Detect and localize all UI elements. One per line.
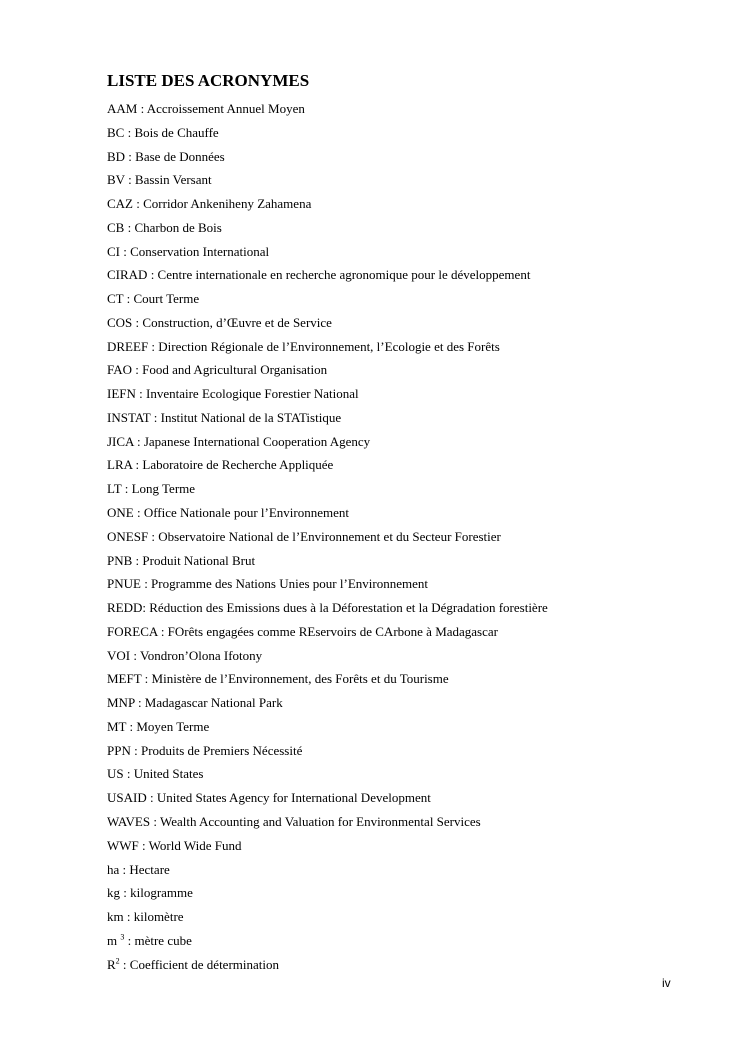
acronym-entry-r2 (107, 953, 548, 977)
acronym-entry-pnb: PNB : Produit National Brut (107, 552, 256, 568)
acronym-entry-bv: BV : Bassin Versant (107, 172, 212, 188)
acronym-entry-lra: LRA : Laboratoire de Recherche Appliquée (107, 457, 334, 473)
acronym-entry-km: km : kilomètre (107, 909, 184, 925)
acronym-entry-ha: ha : Hectare (107, 861, 170, 877)
acronym-entry-caz: CAZ : Corridor Ankeniheny Zahamena (107, 196, 312, 212)
acronym-entry-us: US : United States (107, 766, 204, 782)
acronym-entry-foreca: FORECA : FOrêts engagées comme REservoirs de CArbone à Madagascar (107, 623, 498, 639)
acronym-entry-mt: MT : Moyen Terme (107, 718, 210, 734)
acronym-m3-base: m (107, 932, 121, 948)
acronym-r2-definition: : Coefficient de détermination (119, 956, 279, 972)
acronym-entry-waves: WAVES : Wealth Accounting and Valuation for Environmental Services (107, 813, 481, 829)
acronym-entry-mnp: MNP : Madagascar National Park (107, 695, 283, 711)
acronym-entry-meft: MEFT : Ministère de l’Environnement, des Forêts et du Tourisme (107, 671, 449, 687)
acronym-entry-pnue: PNUE : Programme des Nations Unies pour l’Environnement (107, 576, 428, 592)
acronym-entry-onesf: ONESF : Observatoire National de l’Environnement et du Secteur Forestier (107, 528, 501, 544)
acronym-entry-voi: VOI : Vondron’Olona Ifotony (107, 647, 263, 663)
acronym-entry-bc: BC : Bois de Chauffe (107, 124, 219, 140)
acronym-r2-superscript: 2 (115, 956, 120, 966)
acronym-list (107, 97, 548, 976)
acronym-entry-one: ONE : Office Nationale pour l’Environnement (107, 505, 349, 521)
acronym-entry-dreef: DREEF : Direction Régionale de l’Environnement, l’Ecologie et des Forêts (107, 338, 500, 354)
acronym-entry-fao: FAO : Food and Agricultural Organisation (107, 362, 328, 378)
acronym-entry-cos: COS : Construction, d’Œuvre et de Service (107, 314, 332, 330)
acronym-entry-aam: AAM : Accroissement Annuel Moyen (107, 101, 305, 116)
acronym-r2-base: R (107, 956, 116, 972)
acronym-entry-m3 (107, 929, 548, 953)
page-title: LISTE DES ACRONYMES (107, 71, 310, 90)
acronym-entry-usaid: USAID : United States Agency for International Development (107, 790, 431, 806)
acronym-entry-ci: CI : Conservation International (107, 243, 270, 259)
acronym-entry-ct: CT : Court Terme (107, 291, 200, 307)
acronym-entry-kg: kg : kilogramme (107, 885, 193, 901)
acronym-entry-cirad: CIRAD : Centre internationale en recherche agronomique pour le développement (107, 267, 531, 283)
acronym-entry-jica: JICA : Japanese International Cooperation Agency (107, 433, 371, 449)
acronym-entry-iefn: IEFN : Inventaire Ecologique Forestier National (107, 386, 359, 402)
acronym-entry-instat: INSTAT : Institut National de la STATistique (107, 409, 342, 425)
acronym-entry-redd: REDD: Réduction des Emissions dues à la Déforestation et la Dégradation forestière (107, 600, 548, 616)
acronym-entry-wwf: WWF : World Wide Fund (107, 837, 242, 853)
acronym-entry-lt: LT : Long Terme (107, 481, 196, 497)
acronym-m3-definition: : mètre cube (124, 932, 192, 948)
acronym-entry-ppn: PPN : Produits de Premiers Nécessité (107, 742, 303, 758)
acronym-m3-superscript: 3 (120, 932, 125, 942)
acronym-entry-bd: BD : Base de Données (107, 148, 225, 164)
page-number: iv (662, 976, 671, 990)
acronym-entry-cb: CB : Charbon de Bois (107, 219, 222, 235)
